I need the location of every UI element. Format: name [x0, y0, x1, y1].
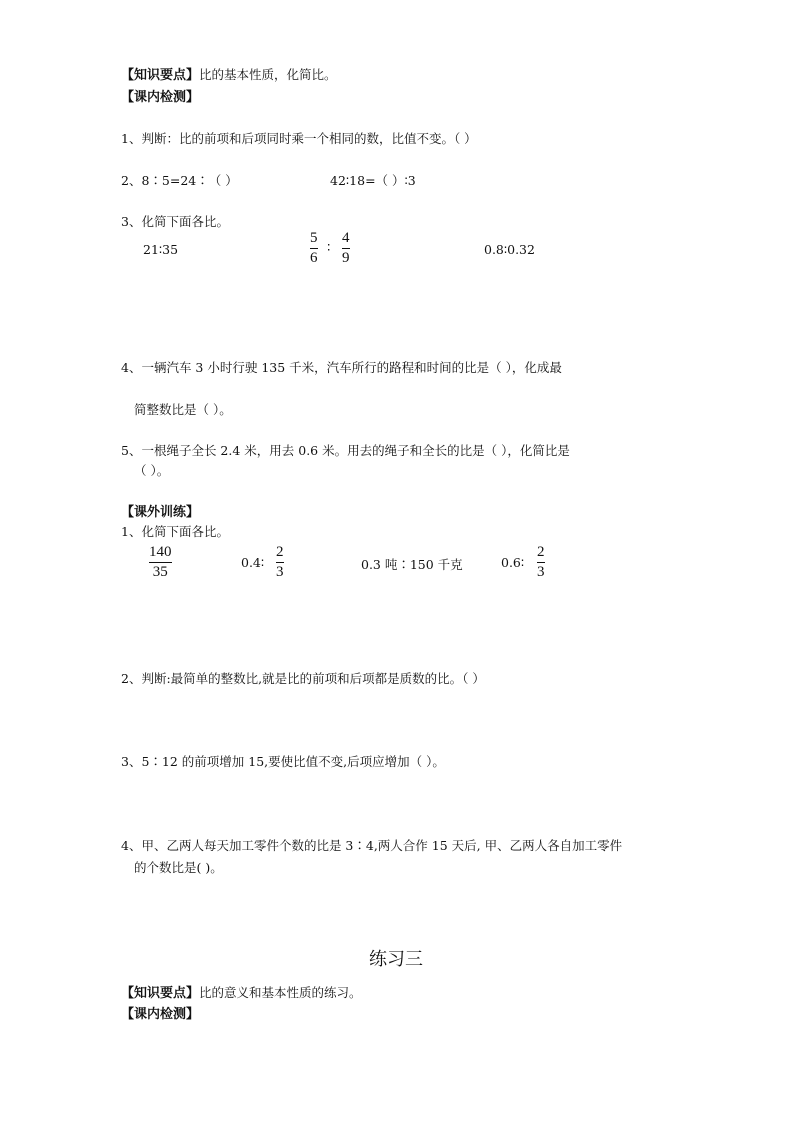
fraction-numerator: 2: [537, 544, 545, 560]
exercise-3-inclass-label: 【课内检测】: [121, 1007, 200, 1022]
fraction-denominator: 9: [342, 250, 350, 266]
ratio-colon: ∶: [327, 241, 331, 256]
knowledge-points-label: 【知识要点】: [121, 68, 200, 83]
outclass-question-1-stem: 1、化简下面各比。: [121, 524, 229, 539]
fraction-denominator: 3: [276, 564, 284, 580]
outclass-q1-item-c: 0.3 吨∶150 千克: [361, 557, 463, 572]
outclass-training-label: 【课外训练】: [121, 505, 200, 520]
outclass-q1-fraction-d: [537, 544, 545, 581]
outclass-question-2: 2、判断:最简单的整数比,就是比的前项和后项都是质数的比。（ ）: [121, 671, 485, 686]
question-4-line-1: 4、一辆汽车 3 小时行驶 135 千米，汽车所行的路程和时间的比是（ ），化成最: [121, 360, 562, 375]
question-3-stem: 3、化简下面各比。: [121, 214, 229, 229]
fraction-bar: [276, 562, 284, 563]
question-4-line-2: 简整数比是（ ）。: [134, 402, 232, 417]
fraction-denominator: 3: [537, 564, 545, 580]
outclass-q1-fraction-b: [276, 544, 284, 581]
exercise-3-title: 练习三: [369, 949, 423, 970]
exercise-3-knowledge-line: [121, 982, 362, 1001]
outclass-question-3: 3、5∶12 的前项增加 15,要使比值不变,后项应增加（ ）。: [121, 754, 445, 769]
fraction-numerator: 140: [149, 544, 172, 560]
fraction-bar: [310, 248, 318, 249]
question-2-part-a: 2、8∶5=24∶（ ）: [121, 173, 238, 188]
fraction-denominator: 6: [310, 250, 318, 266]
question-1: 1、判断：比的前项和后项同时乘一个相同的数，比值不变。（ ）: [121, 131, 477, 146]
fraction-bar: [342, 248, 350, 249]
fraction-numerator: 4: [342, 230, 350, 246]
outclass-q1-item-d-prefix: 0.6∶: [501, 555, 525, 570]
question-5-line-1: 5、一根绳子全长 2.4 米，用去 0.6 米。用去的绳子和全长的比是（ ），化简比是: [121, 443, 570, 458]
knowledge-points-text: 比的意义和基本性质的练习。: [199, 985, 362, 1000]
fraction-denominator: 35: [152, 564, 168, 580]
question-3-fraction-1: [310, 230, 318, 267]
knowledge-points-label: 【知识要点】: [121, 986, 200, 1001]
question-2-part-b: 42∶18=（ ）∶3: [330, 173, 416, 188]
fraction-numerator: 5: [310, 230, 318, 246]
knowledge-points-line: [121, 64, 337, 83]
question-3-fraction-2: [342, 230, 350, 267]
inclass-check-label: 【课内检测】: [121, 90, 200, 105]
question-5-line-2: （ ）。: [134, 463, 170, 478]
outclass-q1-fraction-a: [149, 544, 172, 581]
question-3-item-c: 0.8∶0.32: [484, 242, 535, 257]
fraction-bar: [537, 562, 545, 563]
outclass-q1-item-b-prefix: 0.4∶: [241, 555, 265, 570]
outclass-question-4-line-2: 的个数比是( )。: [134, 860, 223, 875]
question-3-item-a: 21∶35: [143, 242, 179, 257]
outclass-question-4-line-1: 4、甲、乙两人每天加工零件个数的比是 3∶4,两人合作 15 天后, 甲、乙两人各自加工零件: [121, 838, 623, 853]
knowledge-points-text: 比的基本性质，化简比。: [199, 67, 337, 82]
fraction-numerator: 2: [276, 544, 284, 560]
fraction-bar: [149, 562, 172, 563]
